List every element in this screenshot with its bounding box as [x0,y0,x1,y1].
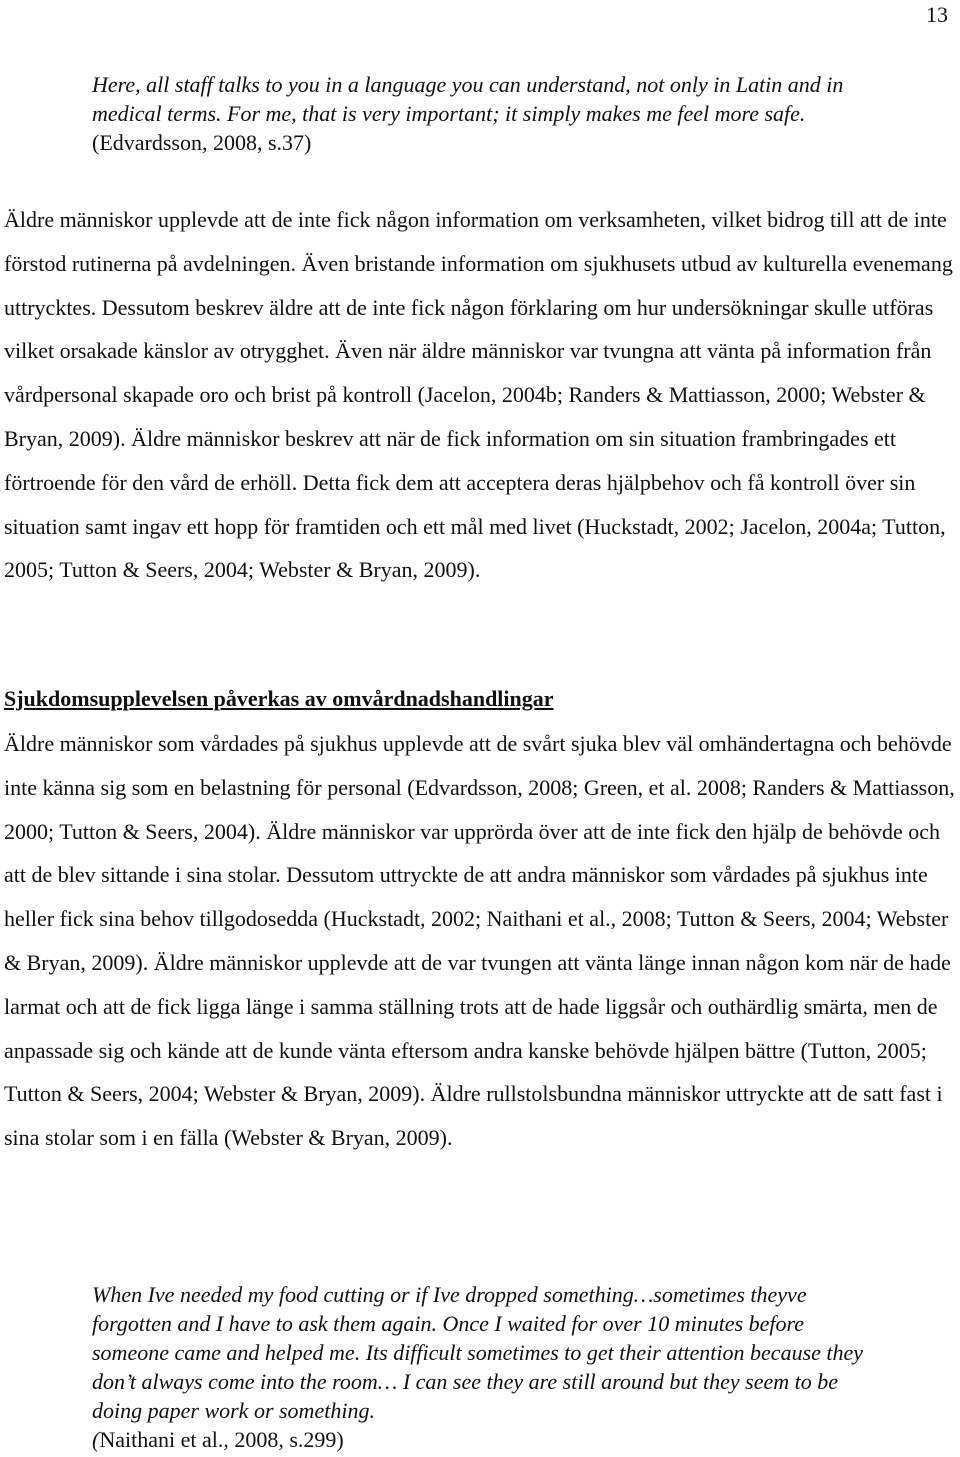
quote-bottom-citation: Naithani et al., 2008, s.299) [99,1427,344,1452]
page-number: 13 [926,2,948,27]
block-quote-top [92,70,872,157]
section-heading: Sjukdomsupplevelsen påverkas av omvårdnadshandlingar [4,686,554,711]
paragraph-information: Äldre människor upplevde att de inte fick någon information om verksamheten, vilket bidrog till att de inte förstod rutinerna på avdelningen. Även bristande information om sjukhusets utbud av kulturella evenemang uttrycktes. Dessutom beskrev äldre att de inte fick någon förklaring om hur undersökningar skulle utföras vilket orsakade känslor av otrygghet. Även när äldre människor var tvungna att vänta på information från vårdpersonal skapade oro och brist på kontroll (Jacelon, 2004b; Randers & Mattiasson, 2000; Webster & Bryan, 2009). Äldre människor beskrev att när de fick information om sin situation frambringades ett förtroende för den vård de erhöll. Detta fick dem att acceptera deras hjälpbehov och få kontroll över sin situation samt ingav ett hopp för framtiden och ett mål med livet (Huckstadt, 2002; Jacelon, 2004a; Tutton, 2005; Tutton & Seers, 2004; Webster & Bryan, 2009). [4,207,953,583]
paragraph-care-actions: Äldre människor som vårdades på sjukhus upplevde att de svårt sjuka blev väl omhändertagna och behövde inte känna sig som en belastning för personal (Edvardsson, 2008; Green, et al. 2008; Randers & Mattiasson, 2000; Tutton & Seers, 2004). Äldre människor var upprörda över att de inte fick den hjälp de behövde och att de blev sittande i sina stolar. Dessutom uttryckte de att andra människor som vårdades på sjukhus inte heller fick sina behov tillgodosedda (Huckstadt, 2002; Naithani et al., 2008; Tutton & Seers, 2004; Webster & Bryan, 2009). Äldre människor upplevde att de var tvungen att vänta länge innan någon kom när de hade larmat och att de fick ligga länge i samma ställning trots att de hade liggsår och outhärdlig smärta, men de anpassade sig och kände att de kunde vänta eftersom andra kanske behövde hjälpen bättre (Tutton, 2005; Tutton & Seers, 2004; Webster & Bryan, 2009). Äldre rullstolsbundna människor uttryckte att de satt fast i sina stolar som i en fälla (Webster & Bryan, 2009). [4,731,955,1151]
quote-top-citation: (Edvardsson, 2008, s.37) [92,130,312,155]
quote-bottom-citation-open: ( [92,1427,100,1452]
block-quote-bottom [92,1280,882,1454]
quote-bottom-text: When Ive needed my food cutting or if Ive dropped something…sometimes theyve forgotten and I have to ask them again. Once I waited for over 10 minutes before someone came and helped me. Its difficult sometimes to get their attention because they don’t always come into the room… I can see they are still around but they seem to be doing paper work or something. [92,1282,864,1423]
quote-top-text: Here, all staff talks to you in a language you can understand, not only in Latin and in medical terms. For me, that is very important; it simply makes me feel more safe. [92,72,844,126]
